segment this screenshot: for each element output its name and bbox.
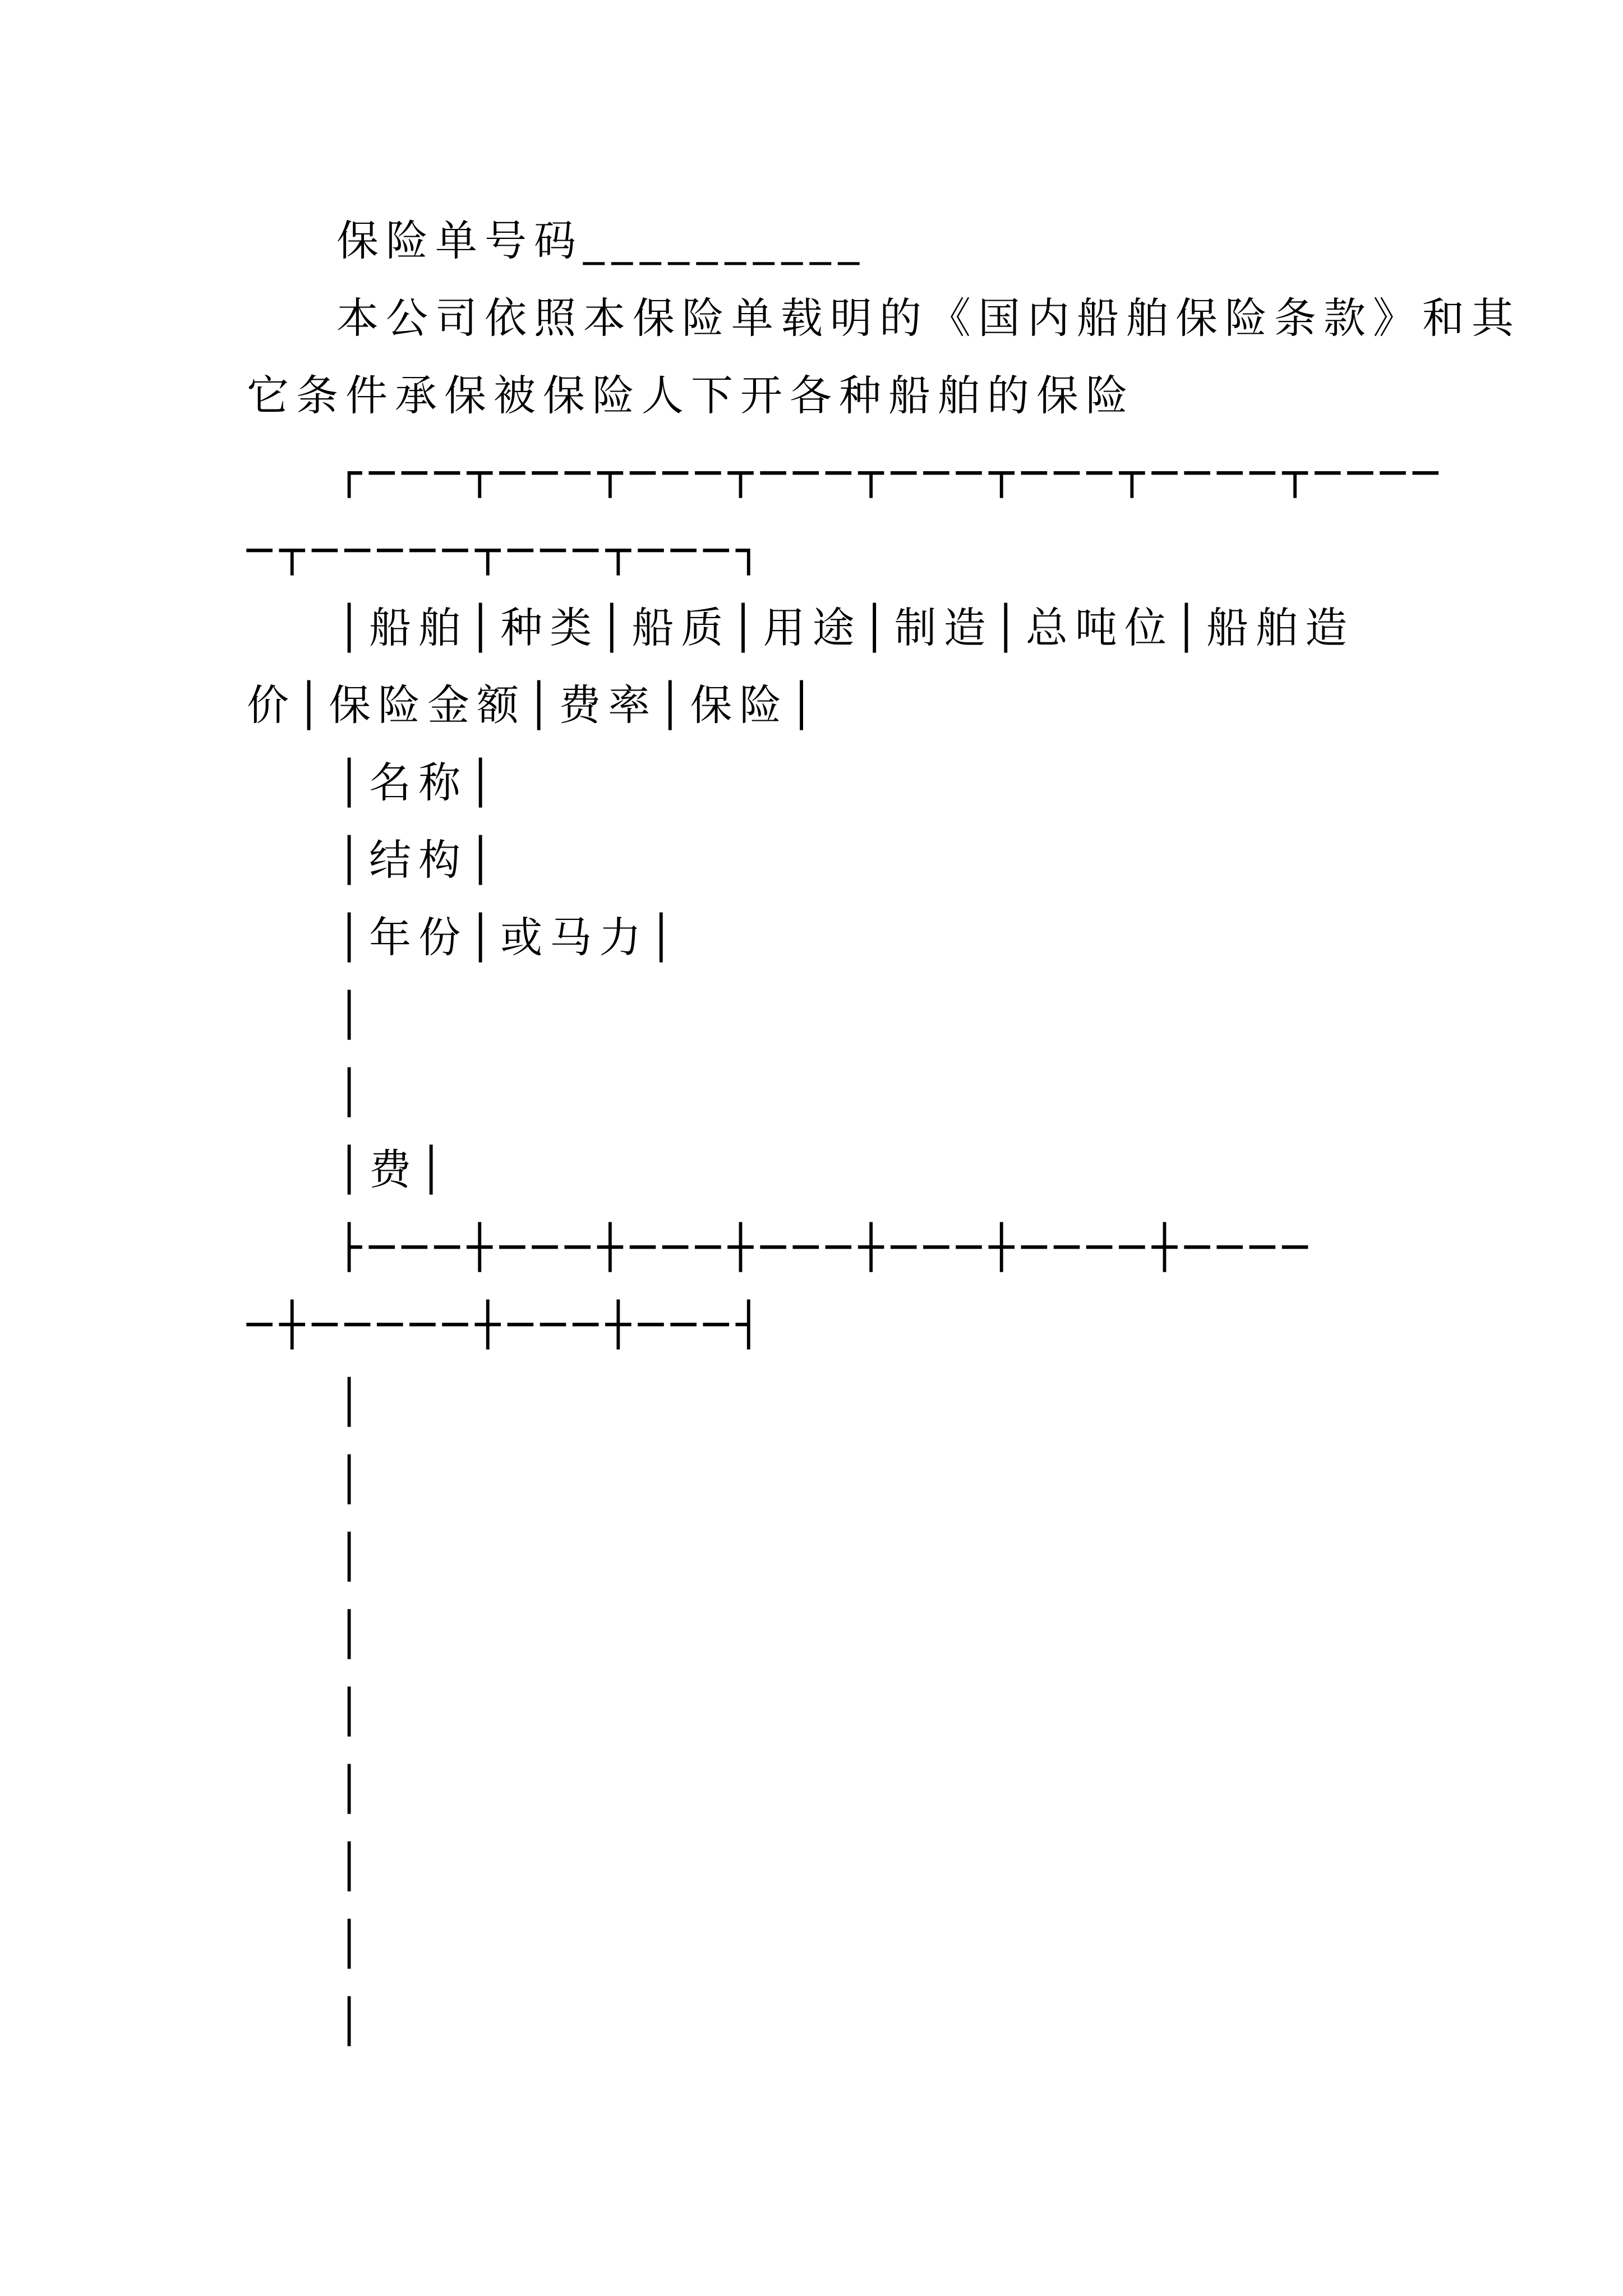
table-middle-border-line-1: ├───┼───┼───┼───┼───┼────┼──── bbox=[336, 1222, 1315, 1272]
table-header-row-line-1: │船舶│种类│船质│用途│制造│总吨位│船舶造 bbox=[336, 603, 1355, 652]
table-body-row: │ bbox=[336, 1764, 370, 1814]
intro-paragraph-line-2: 它条件承保被保险人下开各种船舶的保险 bbox=[247, 371, 1136, 420]
table-body-row: │ bbox=[336, 1377, 370, 1427]
table-body-row: │ bbox=[336, 1687, 370, 1736]
table-body-row: │ bbox=[336, 1455, 370, 1504]
table-middle-border-line-2: ─┼─────┼───┼───┤ bbox=[247, 1300, 769, 1349]
table-header-row-line-5: │年份│或马力│ bbox=[336, 913, 681, 962]
table-body-row: │ bbox=[336, 1609, 370, 1659]
table-top-border-line-1: ┌───┬───┬───┬───┬───┬───┬────┬──── bbox=[336, 448, 1446, 498]
table-body-row: │ bbox=[336, 1919, 370, 1968]
table-header-row-line-4: │结构│ bbox=[336, 835, 501, 885]
policy-number-line: 保险单号码__________ bbox=[336, 216, 867, 265]
table-body-row: │ bbox=[336, 1996, 370, 2046]
table-top-border-line-2: ─┬─────┬───┬───┐ bbox=[247, 526, 769, 575]
table-header-row-line-8: │费│ bbox=[336, 1145, 451, 1194]
table-body-row: │ bbox=[336, 1842, 370, 1891]
table-header-row-line-3: │名称│ bbox=[336, 758, 501, 807]
table-header-row-line-6: │ bbox=[336, 990, 370, 1039]
intro-paragraph-line-1: 本公司依照本保险单载明的《国内船舶保险条款》和其 bbox=[336, 293, 1521, 343]
table-header-row-line-7: │ bbox=[336, 1068, 370, 1117]
table-body-row: │ bbox=[336, 1532, 370, 1581]
table-header-row-line-2: 价│保险金额│费率│保险│ bbox=[247, 680, 822, 730]
